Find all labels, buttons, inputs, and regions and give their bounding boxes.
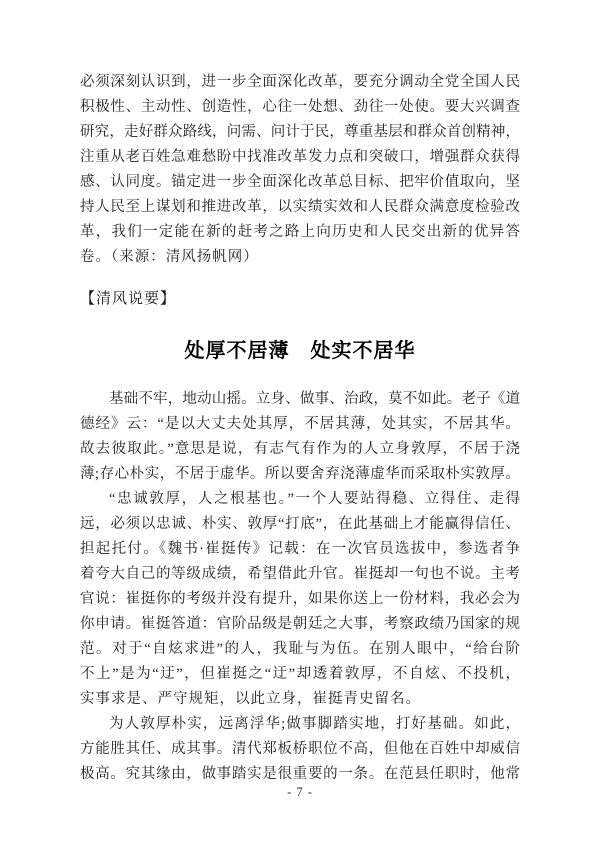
text-line: 官说：崔挺你的考级并没有提升，如果你送上一份材料，我必会为 [80,591,520,607]
text-line: 不上”是为“迂”，但崔挺之“迂”却透着敦厚，不自炫、不投机， [80,666,520,682]
text-line: 远，必须以忠诚、朴实、敦厚“打底”，在此基础上才能赢得信任、 [80,516,520,532]
text-line: 基础不牢，地动山摇。立身、做事、治政，莫不如此。老子《道 [109,391,520,407]
text-line: 你申请。崔挺答道：官阶品级是朝廷之大事，考察政绩乃国家的规 [80,616,520,632]
text-line: 故去彼取此。”意思是说，有志气有作为的人立身敦厚，不居于浇 [80,441,520,457]
body-paragraph-1 [80,387,520,487]
body-paragraph-2 [80,487,520,712]
text-line: 着夸大自己的等级成绩，希望借此升官。崔挺却一句也不说。主考 [80,566,520,582]
text-line: 极高。究其缘由，做事踏实是很重要的一条。在范县任职时，他常 [80,766,520,782]
page-number: - 7 - [287,785,313,799]
text-line: 担起托付。《魏书·崔挺传》记载：在一次官员选拔中，参选者争 [80,541,520,557]
body-paragraph-3 [80,712,520,787]
text-line: 范。对于“自炫求进”的人，我耻与为伍。在别人眼中，“给台阶 [80,641,520,657]
text-line: 为人敦厚朴实，远离浮华;做事脚踏实地，打好基础。如此， [109,716,520,732]
text-line: 薄;存心朴实，不居于虚华。所以要舍弃浇薄虚华而采取朴实敦厚。 [80,466,520,482]
text-line-source-note: 卷。（来源：清风扬帆网） [80,249,259,265]
text-line: 持人民至上谋划和推进改革，以实绩实效和人民群众满意度检验改 [80,199,520,215]
text-line: “忠诚敦厚，人之根基也。”一个人要站得稳、立得住、走得 [109,491,520,507]
text-line: 德经》云：“是以大丈夫处其厚，不居其薄，处其实，不居其华。 [80,416,520,432]
text-line: 实事求是、严守规矩，以此立身，崔挺青史留名。 [80,691,421,707]
continued-paragraph [80,70,520,270]
text-line: 积极性、主动性、创造性，心往一处想、劲往一处使。要大兴调查 [80,99,520,115]
text-line: 研究，走好群众路线，问需、问计于民，尊重基层和群众首创精神， [80,124,520,140]
text-line: 注重从老百姓急难愁盼中找准改革发力点和突破口，增强群众获得 [80,149,520,165]
text-line: 必须深刻认识到，进一步全面深化改革，要充分调动全党全国人民 [80,74,520,90]
text-line: 感、认同度。锚定进一步全面深化改革总目标、把牢价值取向，坚 [80,174,520,190]
document-body [80,70,520,787]
text-line: 方能胜其任、成其事。清代郑板桥职位不高，但他在百姓中却威信 [80,741,520,757]
section-heading: 【清风说要】 [80,291,177,307]
text-line: 革，我们一定能在新的赶考之路上向历史和人民交出新的优异答 [80,224,520,240]
article-title: 处厚不居薄 处实不居华 [184,340,416,362]
